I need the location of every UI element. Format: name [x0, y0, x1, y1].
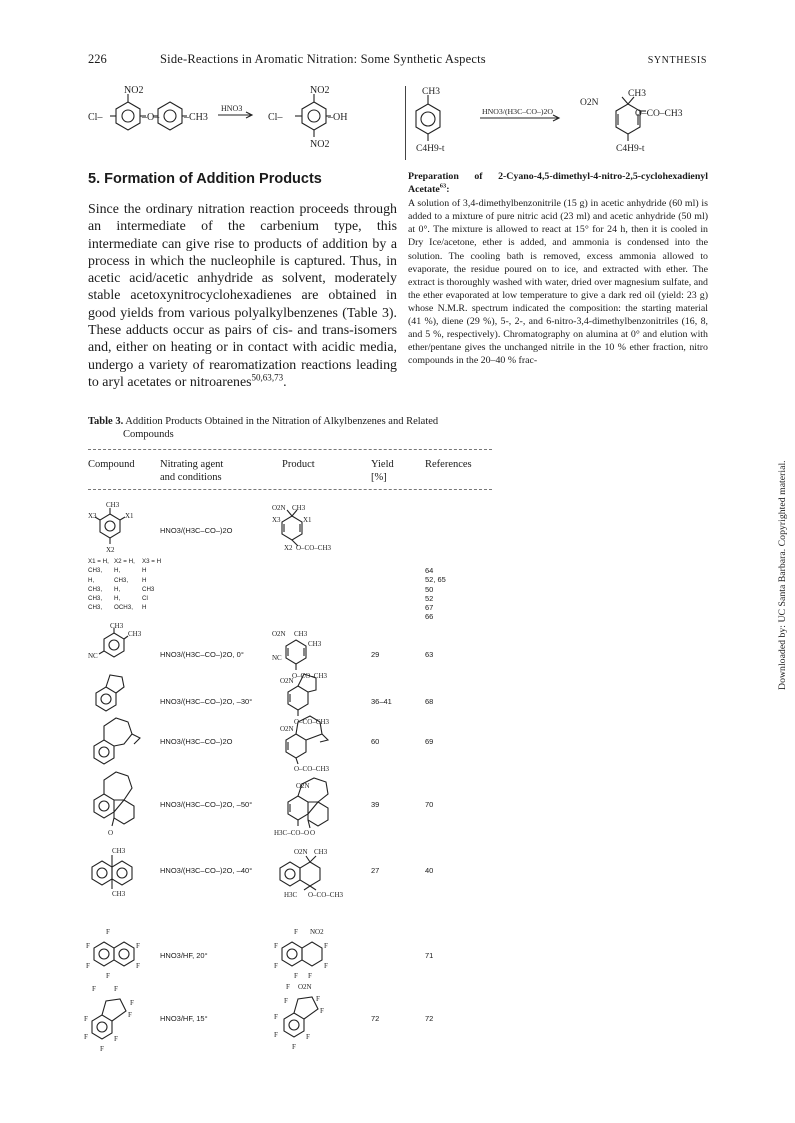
svg-text:O–CO–CH3: O–CO–CH3: [292, 672, 328, 680]
row1-references: 64 52, 65 50 52 67 66: [425, 566, 446, 622]
svg-text:F: F: [136, 962, 140, 970]
svg-text:NC: NC: [88, 652, 98, 660]
reagent-hno3-ac2o: HNO3/(H3C–CO–)2O: [482, 107, 554, 116]
row8-compound: [84, 983, 149, 1058]
svg-text:O: O: [108, 829, 114, 837]
svg-text:F: F: [84, 1033, 88, 1041]
row1-compound: [88, 502, 148, 557]
svg-text:F: F: [130, 999, 134, 1007]
svg-text:CH3: CH3: [314, 848, 328, 856]
row6-compound: [88, 843, 143, 898]
svg-text:O–CO–CH3: O–CO–CH3: [308, 891, 344, 899]
row8-condition: HNO3/HF, 15°: [160, 1014, 208, 1023]
svg-text:Downloaded by: UC Santa Barbar: Downloaded by: UC Santa Barbara. Copyrighted material.: [777, 460, 788, 690]
row5-product: [272, 768, 362, 838]
svg-text:F: F: [294, 928, 298, 936]
svg-text:F: F: [324, 962, 328, 970]
svg-text:F: F: [128, 1011, 132, 1019]
row2-compound: [88, 622, 148, 670]
preparation-block: [408, 170, 708, 367]
label-cl: Cl–: [268, 112, 283, 123]
scheme-left: [88, 84, 408, 164]
svg-text:X3: X3: [272, 516, 281, 524]
substituent-row: CH3, H, CH3: [88, 585, 155, 593]
row4-product: [272, 712, 362, 772]
label-no2: NO2: [310, 139, 330, 150]
svg-text:F: F: [292, 1043, 296, 1051]
svg-text:F: F: [106, 928, 110, 936]
row7-ref: 71: [425, 951, 434, 960]
svg-text:NO2: NO2: [310, 928, 324, 936]
label-ch3: –CH3: [184, 112, 208, 123]
row2-condition: HNO3/(H3C–CO–)2O, 0°: [160, 650, 244, 659]
citation-refs: 50,63,73: [251, 372, 284, 383]
svg-text:F: F: [284, 997, 288, 1005]
label-c4h9: C4H9-t: [616, 144, 645, 154]
svg-text:X1: X1: [125, 512, 134, 520]
substituent-row: CH3, H, Cl: [88, 595, 148, 603]
col-header-references: References: [425, 459, 472, 470]
svg-text:CH3: CH3: [308, 640, 322, 648]
table-rule-top: [88, 449, 492, 450]
row3-ref: 68: [425, 697, 434, 706]
row5-yield: 39: [371, 800, 380, 809]
table-caption: [88, 415, 508, 441]
label-no2: NO2: [124, 85, 144, 96]
svg-text:F: F: [84, 1015, 88, 1023]
svg-text:O–CO–CH3: O–CO–CH3: [294, 718, 330, 726]
svg-text:O2N: O2N: [272, 630, 286, 638]
svg-text:F: F: [86, 962, 90, 970]
substituent-row: CH3, OCH3, H: [88, 604, 147, 612]
col-header-agent-2: and conditions: [160, 472, 222, 483]
section-paragraph: Since the ordinary nitration reaction proceeds through an intermediate of the carbenium type, this intermediate can give rise to products of addition by a process in which the nucleophile is captured. Thus, in acetic acid/acetic anhydride as solvent, moderately stable acetoxynitrocyclohexadienes are obtained in good yields from various polyalkylbenzenes (Table 3). These adducts occur as pairs of cis- and trans-isomers and, either on heating or in contact with acidic media, undergo a variety of rearomatization reactions leading to aryl acetates or nitroarenes$^{50,63,73}$.: [88, 202, 397, 390]
table-rule-header: [88, 489, 492, 490]
row6-yield: 27: [371, 866, 380, 875]
row8-yield: 72: [371, 1014, 380, 1023]
svg-text:NC: NC: [272, 654, 282, 662]
svg-text:F: F: [274, 1013, 278, 1021]
row5-compound: [88, 768, 148, 838]
row1-condition: HNO3/(H3C–CO–)2O: [160, 526, 233, 535]
table-label: Table 3.: [88, 416, 124, 427]
citation-ref: 63: [439, 182, 447, 190]
row4-yield: 60: [371, 737, 380, 746]
label-oac: O–CO–CH3: [635, 109, 683, 119]
label-no2: NO2: [310, 85, 330, 96]
scheme-right: [410, 84, 710, 166]
svg-text:F: F: [274, 1031, 278, 1039]
substituent-row: CH3, H, H: [88, 567, 147, 575]
page-number: 226: [88, 52, 107, 66]
svg-text:CH3: CH3: [128, 630, 142, 638]
row3-condition: HNO3/(H3C–CO–)2O, –30°: [160, 697, 253, 706]
svg-text:H3C: H3C: [284, 891, 298, 899]
svg-text:O2N: O2N: [296, 782, 310, 790]
svg-text:F: F: [274, 962, 278, 970]
svg-text:F: F: [114, 985, 118, 993]
svg-text:CH3: CH3: [112, 847, 126, 855]
svg-text:CH3: CH3: [292, 504, 306, 512]
svg-text:X1: X1: [303, 516, 312, 524]
benzene-ring: [116, 102, 140, 130]
benzene-ring: [416, 104, 440, 134]
svg-text:X3: X3: [88, 512, 97, 520]
row5-condition: HNO3/(H3C–CO–)2O, –50°: [160, 800, 253, 809]
paragraph-text: Since the ordinary nitration reaction proceeds through an intermediate of the carbenium type, this intermediate can give rise to products of addition by a process in which the nucleophile is captured. Thus, in acetic acid/acetic anhydride as solvent, moderately stable acetoxynitrocyclohexadienes are obtained in good yields from various polyalkylbenzenes (Table 3). These adducts occur as pairs of cis- and trans-isomers and, either on heating or in contact with acidic media, undergo a variety of rearomatization reactions leading to aryl acetates or nitroarenes: [88, 202, 397, 390]
preparation-title: Preparation of 2-Cyano-4,5-dimethyl-4-nitro-2,5-cyclohexadienyl Acetate$^{63}$:: [408, 171, 708, 196]
row3-compound: [88, 665, 138, 715]
svg-text:CH3: CH3: [110, 622, 124, 630]
svg-text:O2N: O2N: [294, 848, 308, 856]
row8-ref: 72: [425, 1014, 434, 1023]
svg-text:O–CO–CH3: O–CO–CH3: [294, 765, 330, 773]
table-caption-text: Addition Products Obtained in the Nitration of Alkylbenzenes and Related: [125, 416, 439, 427]
svg-text:F: F: [308, 972, 312, 980]
row2-yield: 29: [371, 650, 380, 659]
column-divider: [405, 86, 406, 160]
col-header-agent-1: Nitrating agent: [160, 459, 224, 470]
col-header-product: Product: [282, 459, 315, 470]
svg-text:F: F: [274, 942, 278, 950]
label-ch3: CH3: [422, 87, 440, 97]
svg-text:F: F: [114, 1035, 118, 1043]
journal-name: SYNTHESIS: [647, 55, 707, 66]
svg-text:F: F: [324, 942, 328, 950]
row8-product: [272, 981, 362, 1056]
label-ch3: CH3: [628, 89, 646, 99]
section-heading: 5. Formation of Addition Products: [88, 171, 322, 187]
svg-text:X2: X2: [284, 544, 293, 552]
row4-compound: [88, 712, 143, 767]
row2-ref: 63: [425, 650, 434, 659]
svg-text:X2: X2: [106, 546, 115, 554]
svg-text:CH3: CH3: [106, 501, 120, 509]
svg-text:O2N: O2N: [272, 504, 286, 512]
col-header-yield-1: Yield: [371, 459, 394, 470]
svg-text:O2N: O2N: [298, 983, 312, 991]
row6-condition: HNO3/(H3C–CO–)2O, –40°: [160, 866, 253, 875]
reagent-hno3: HNO3: [221, 104, 243, 113]
substituent-row: H, CH3, H: [88, 576, 147, 584]
table-caption-text-2: Compounds: [123, 429, 174, 440]
svg-text:O2N: O2N: [280, 677, 294, 685]
substituent-header: X1 = H, X2 = H, X3 = H: [88, 558, 162, 565]
download-watermark: [775, 430, 787, 690]
running-title: Side-Reactions in Aromatic Nitration: Some Synthetic Aspects: [160, 52, 486, 66]
col-header-compound: Compound: [88, 459, 135, 470]
svg-text:F: F: [316, 995, 320, 1003]
label-o: –O–: [142, 112, 160, 123]
svg-text:CH3: CH3: [294, 630, 308, 638]
svg-text:F: F: [106, 972, 110, 980]
row4-condition: HNO3/(H3C–CO–)2O: [160, 737, 233, 746]
label-oh: –OH: [328, 112, 348, 123]
row7-condition: HNO3/HF, 20°: [160, 951, 208, 960]
row7-compound: [84, 926, 144, 986]
benzene-ring: [302, 102, 326, 130]
row1-substituents: [88, 557, 161, 613]
preparation-body: A solution of 3,4-dimethylbenzonitrile (15 g) in acetic anhydride (60 ml) is added to a mixture of pure nitric acid (23 ml) and acetic anhydride (50 ml) at 0°. The mixture is allowed to react at 15° for 24 h, then it is cooled in Dry Ice/acetone, ether is added, and ammonia is condensed into the solution. The cooling bath is removed, excess ammonia allowed to evaporate, the residue poured on to ice, and extracted with ether. The extract is thoroughly washed with water, dried over magnesium sulfate, and the ether evaporated at low temperature to give a dark red oil (yield: 23 g) whose N.M.R. spectrum indicated the composition: the starting material (41 %), diene (29 %), 5-, 2-, and 6-nitro-3,4-dimethylbenzonitriles (16, 8, and 5 %, respectively). Chromatography on alumina at 0° and elution with ether/pentane gives the unchanged nitrile in the 10 % ether fraction, nitro compounds in the 20–40 % frac-: [408, 198, 708, 367]
svg-text:F: F: [100, 1045, 104, 1053]
svg-text:H3C–CO–O: H3C–CO–O: [274, 829, 310, 837]
svg-text:F: F: [294, 972, 298, 980]
svg-text:O: O: [310, 829, 316, 837]
svg-text:F: F: [306, 1033, 310, 1041]
svg-text:F: F: [286, 983, 290, 991]
label-cl: Cl–: [88, 112, 103, 123]
svg-text:F: F: [86, 942, 90, 950]
svg-text:CH3: CH3: [112, 890, 126, 898]
row4-ref: 69: [425, 737, 434, 746]
col-header-yield-2: [%]: [371, 472, 387, 483]
row3-yield: 36–41: [371, 697, 392, 706]
svg-text:F: F: [136, 942, 140, 950]
label-c4h9: C4H9-t: [416, 144, 445, 154]
label-o2n: O2N: [580, 98, 599, 108]
benzene-ring: [158, 102, 182, 130]
svg-text:O2N: O2N: [280, 725, 294, 733]
row1-product: [272, 502, 362, 557]
svg-text:F: F: [320, 1007, 324, 1015]
row6-product: [272, 844, 362, 899]
row5-ref: 70: [425, 800, 434, 809]
svg-text:O–CO–CH3: O–CO–CH3: [296, 544, 332, 552]
row7-product: [272, 926, 362, 986]
svg-text:F: F: [92, 985, 96, 993]
row6-ref: 40: [425, 866, 434, 875]
